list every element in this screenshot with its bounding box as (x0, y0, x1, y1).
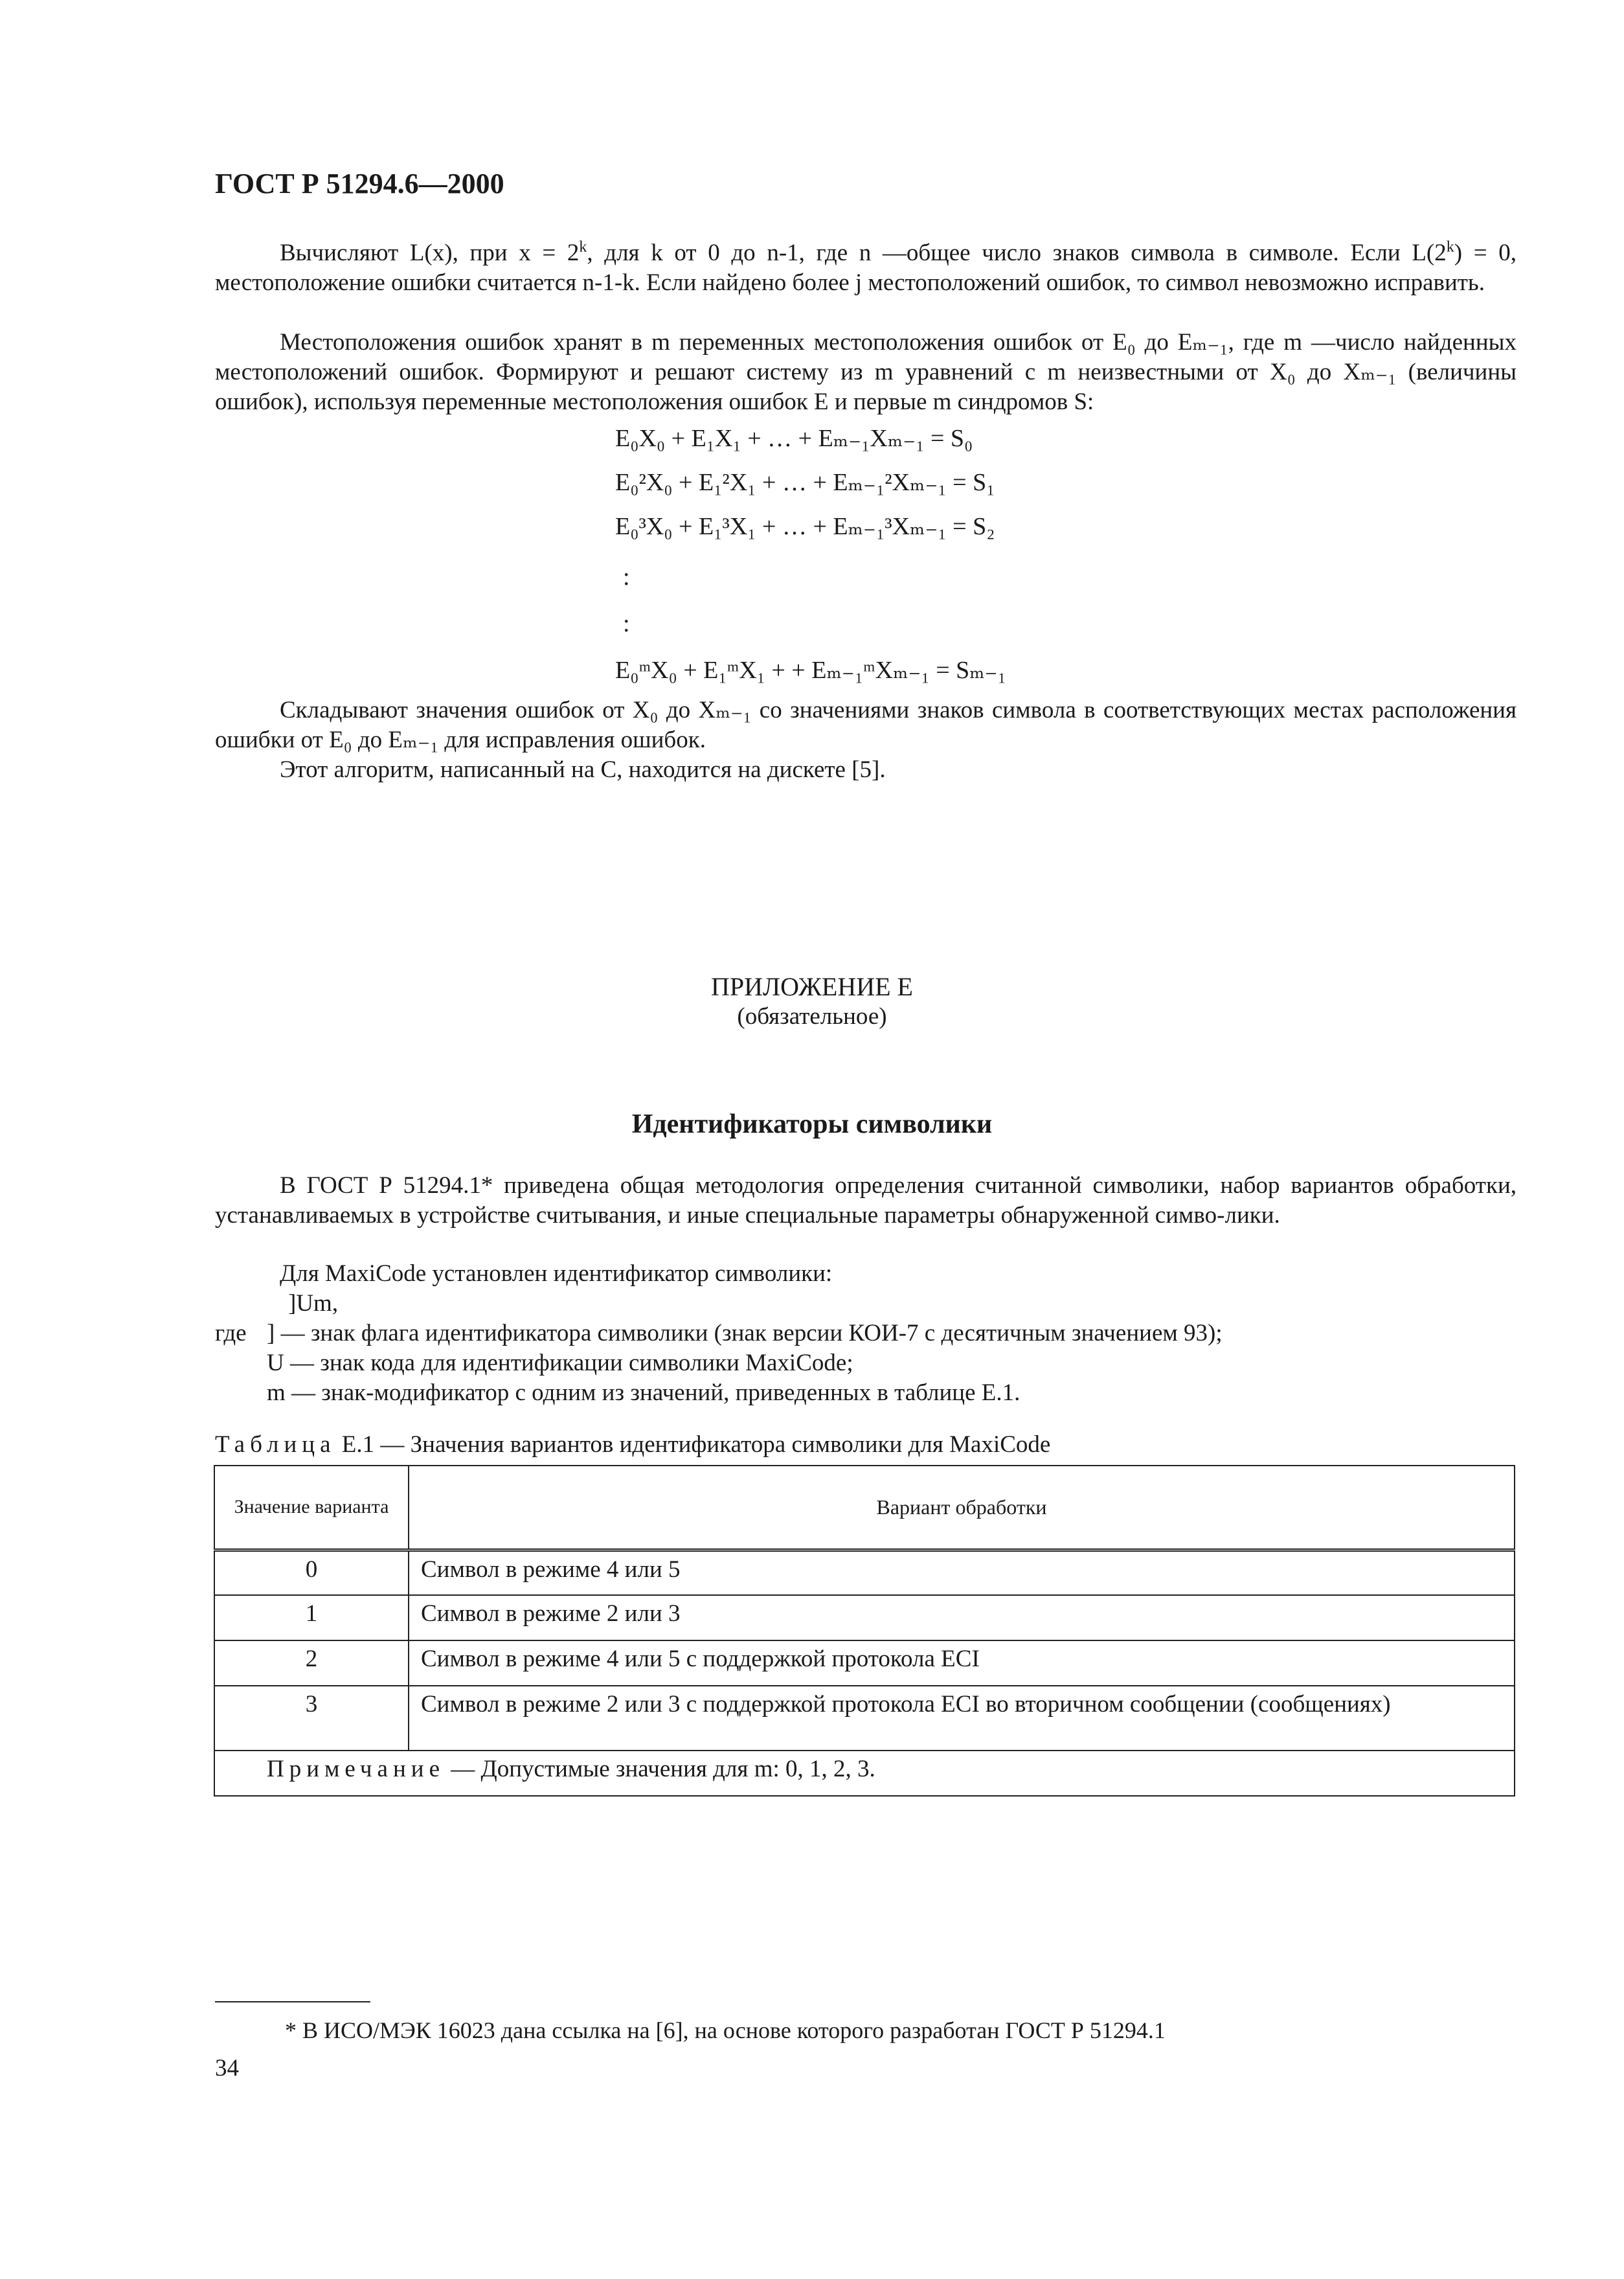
where-item-3: m — знак-модификатор с одним из значений, приведенных в таблице Е.1. (267, 1379, 1021, 1406)
footnote-rule (215, 2001, 370, 2002)
appendix-title: ПРИЛОЖЕНИЕ Е (711, 972, 913, 1001)
row-value: 0 (214, 1550, 409, 1595)
table-row (214, 1686, 1515, 1751)
table-note (214, 1751, 1515, 1796)
paragraph-4: Этот алгоритм, написанный на C, находится на дискете [5]. (280, 756, 886, 783)
table-row (214, 1595, 1515, 1640)
equation-ellipsis-2: : (623, 610, 630, 637)
appendix-heading: Идентификаторы символики (631, 1109, 993, 1139)
symbology-table (214, 1465, 1515, 1797)
p1-text-b: , для k от 0 до n-1, где n —общее число знаков символа в символе. Если L(2 (587, 240, 1447, 266)
p1-text-c: ) = 0, местоположение ошибки считается n-1-k. Если найдено более j местоположений ошибок, то символ невозможно исправить. (215, 240, 1517, 296)
row-desc: Символ в режиме 4 или 5 (409, 1550, 1515, 1595)
p1-sup-1: k (579, 238, 587, 256)
row-desc: Символ в режиме 2 или 3 (409, 1595, 1515, 1640)
paragraph-3: Складывают значения ошибок от X₀ до Xₘ₋₁ со значениями знаков символа в соответствующих местах расположения ошибки от E₀ до Eₘ₋₁ для исправления ошибок. (215, 697, 1517, 753)
table-header-value: Значение варианта (214, 1466, 409, 1550)
appendix-paragraph-1: В ГОСТ Р 51294.1* приведена общая методология определения считанной символики, набор вариантов обработки, устанавливаемых в устройстве считывания, и иные специальные параметры обнаруженной симво-лики. (215, 1172, 1517, 1229)
appendix-subtitle: (обязательное) (737, 1003, 887, 1030)
row-value: 3 (214, 1686, 409, 1751)
equation-ellipsis-1: : (623, 563, 630, 591)
table-caption-label: Таблица (215, 1431, 336, 1458)
row-value: 1 (214, 1595, 409, 1640)
table-header-row (214, 1466, 1515, 1550)
paragraph-2: Местоположения ошибок хранят в m переменных местоположения ошибок от E₀ до Eₘ₋₁, где m —число найденных местоположений ошибок. Формируют и решают систему из m уравнений с m неизвестными от X₀ до Xₘ₋₁ (величины ошибок), используя переменные местоположения ошибок E и первые m синдромов S: (215, 329, 1517, 415)
appendix-paragraph-2: Для MaxiCode установлен идентификатор символики: (280, 1260, 833, 1287)
equation-3: E₀³X₀ + E₁³X₁ + … + Eₘ₋₁³Xₘ₋₁ = S₂ (615, 513, 995, 540)
table-caption-text: Е.1 — Значения вариантов идентификатора символики для MaxiCode (341, 1431, 1051, 1458)
table-note-text: — Допустимые значения для m: 0, 1, 2, 3. (451, 1756, 875, 1782)
table-header-desc: Вариант обработки (409, 1466, 1515, 1550)
row-value: 2 (214, 1640, 409, 1686)
row-desc: Символ в режиме 2 или 3 с поддержкой протокола ECI во вторичном сообщении (сообщениях) (409, 1686, 1515, 1751)
equation-last: E₀ᵐX₀ + E₁ᵐX₁ + + Eₘ₋₁ᵐXₘ₋₁ = Sₘ₋₁ (615, 657, 1006, 684)
symbology-identifier: ]Um, (288, 1290, 339, 1317)
table-caption (215, 1430, 1050, 1460)
equation-2: E₀²X₀ + E₁²X₁ + … + Eₘ₋₁²Xₘ₋₁ = S₁ (615, 469, 995, 496)
table-row (214, 1640, 1515, 1686)
p1-sup-2: k (1446, 238, 1454, 256)
footnote: * В ИСО/МЭК 16023 дана ссылка на [6], на основе которого разработан ГОСТ Р 51294.1 (285, 2017, 1166, 2043)
row-desc: Символ в режиме 4 или 5 с поддержкой протокола ECI (409, 1640, 1515, 1686)
table-row (214, 1550, 1515, 1595)
paragraph-1 (215, 238, 1517, 298)
document-id: ГОСТ Р 51294.6—2000 (215, 168, 504, 199)
where-label: где (215, 1320, 247, 1346)
p1-text-a: Вычисляют L(x), при x = 2 (280, 240, 580, 266)
where-item-1: ] — знак флага идентификатора символики (знак версии КОИ-7 с десятичным значением 93); (267, 1320, 1223, 1346)
table-note-row (214, 1751, 1515, 1796)
page-number: 34 (215, 2055, 239, 2081)
equation-1: E₀X₀ + E₁X₁ + … + Eₘ₋₁Xₘ₋₁ = S₀ (615, 425, 973, 452)
where-item-2: U — знак кода для идентификации символики MaxiCode; (267, 1350, 853, 1376)
table-note-label: Примечание (267, 1756, 445, 1782)
